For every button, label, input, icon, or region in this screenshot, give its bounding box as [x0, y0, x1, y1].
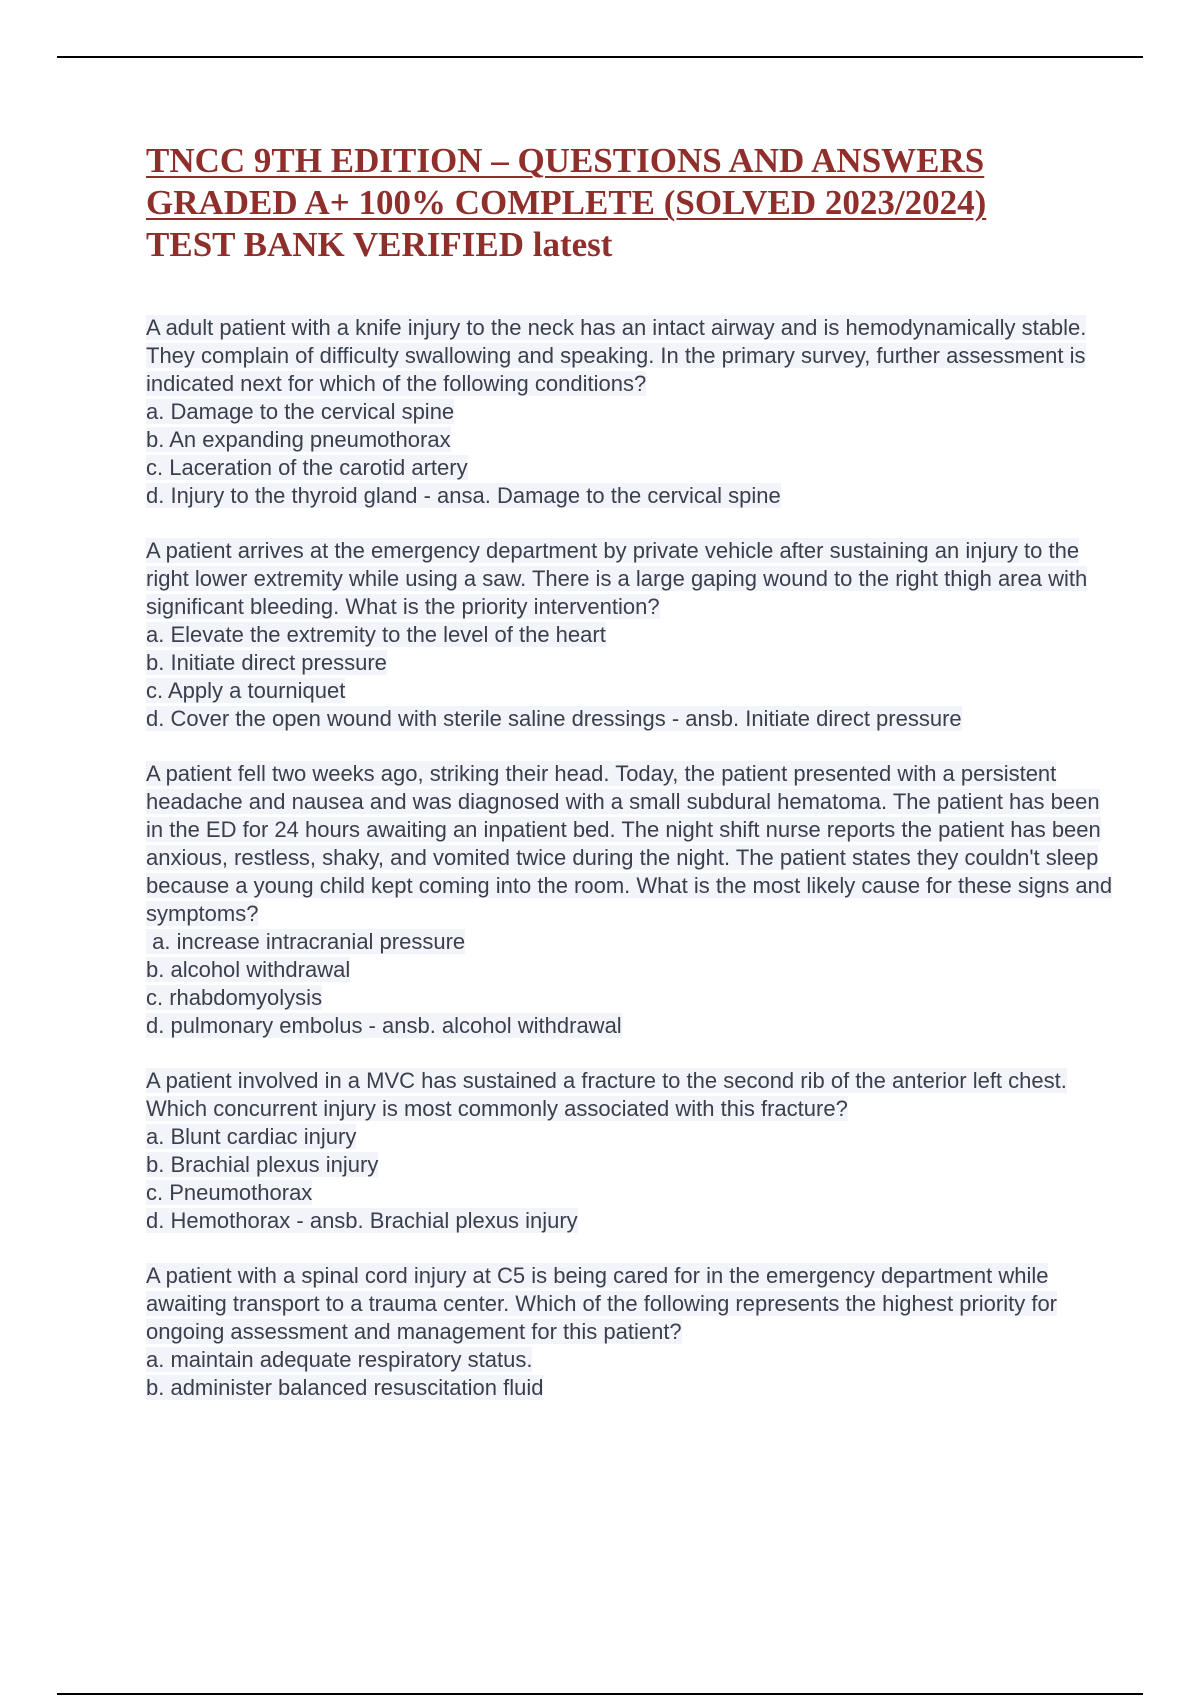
question-stem: A patient with a spinal cord injury at C5 is being cared for in the emergency department while awaiting transport to a trauma center. Which of the following represents the highest priority for ongoing assessment and management for this patient? — [146, 1263, 1058, 1344]
bottom-rule — [57, 1693, 1143, 1695]
title-line-2: GRADED A+ 100% COMPLETE (SOLVED 2023/2024) — [146, 183, 987, 222]
answer-option: d. pulmonary embolus - ansb. alcohol withdrawal — [146, 1013, 622, 1038]
answer-option: b. alcohol withdrawal — [146, 957, 351, 982]
answer-option: c. Laceration of the carotid artery — [146, 455, 468, 480]
answer-option: a. Blunt cardiac injury — [146, 1124, 357, 1149]
answer-option: d. Cover the open wound with sterile saline dressings - ansb. Initiate direct pressure — [146, 706, 962, 731]
document-title — [146, 140, 1116, 266]
answer-option: a. increase intracranial pressure — [146, 929, 466, 954]
answer-option: b. Initiate direct pressure — [146, 650, 387, 675]
answer-option: a. maintain adequate respiratory status. — [146, 1347, 533, 1372]
question-5 — [146, 1262, 1116, 1402]
answer-option: b. administer balanced resuscitation fluid — [146, 1375, 544, 1400]
question-stem: A patient fell two weeks ago, striking their head. Today, the patient presented with a persistent headache and nausea and was diagnosed with a small subdural hematoma. The patient has been in the ED for 24 hours awaiting an inpatient bed. The night shift nurse reports the patient has been anxious, restless, shaky, and vomited twice during the night. The patient states they couldn't sleep because a young child kept coming into the room. What is the most likely cause for these signs and symptoms? — [146, 761, 1113, 926]
question-list — [146, 314, 1116, 1402]
question-3 — [146, 760, 1116, 1040]
answer-option: c. Apply a tourniquet — [146, 678, 346, 703]
answer-option: b. Brachial plexus injury — [146, 1152, 379, 1177]
question-stem: A patient arrives at the emergency department by private vehicle after sustaining an injury to the right lower extremity while using a saw. There is a large gaping wound to the right thigh area with significant bleeding. What is the priority intervention? — [146, 538, 1088, 619]
answer-option: b. An expanding pneumothorax — [146, 427, 451, 452]
question-stem: A adult patient with a knife injury to the neck has an intact airway and is hemodynamically stable. They complain of difficulty swallowing and speaking. In the primary survey, further assessment is indicated next for which of the following conditions? — [146, 315, 1087, 396]
question-1 — [146, 314, 1116, 510]
answer-option: a. Elevate the extremity to the level of the heart — [146, 622, 606, 647]
top-rule — [57, 56, 1143, 58]
document-body — [146, 140, 1116, 1429]
title-line-1: TNCC 9TH EDITION – QUESTIONS AND ANSWERS — [146, 141, 985, 180]
question-4 — [146, 1067, 1116, 1235]
answer-option: c. Pneumothorax — [146, 1180, 313, 1205]
question-2 — [146, 537, 1116, 733]
answer-option: d. Injury to the thyroid gland - ansa. Damage to the cervical spine — [146, 483, 781, 508]
title-line-3: TEST BANK VERIFIED latest — [146, 225, 613, 264]
answer-option: c. rhabdomyolysis — [146, 985, 323, 1010]
answer-option: d. Hemothorax - ansb. Brachial plexus injury — [146, 1208, 578, 1233]
question-stem: A patient involved in a MVC has sustained a fracture to the second rib of the anterior left chest. Which concurrent injury is most commonly associated with this fracture? — [146, 1068, 1067, 1121]
answer-option: a. Damage to the cervical spine — [146, 399, 455, 424]
